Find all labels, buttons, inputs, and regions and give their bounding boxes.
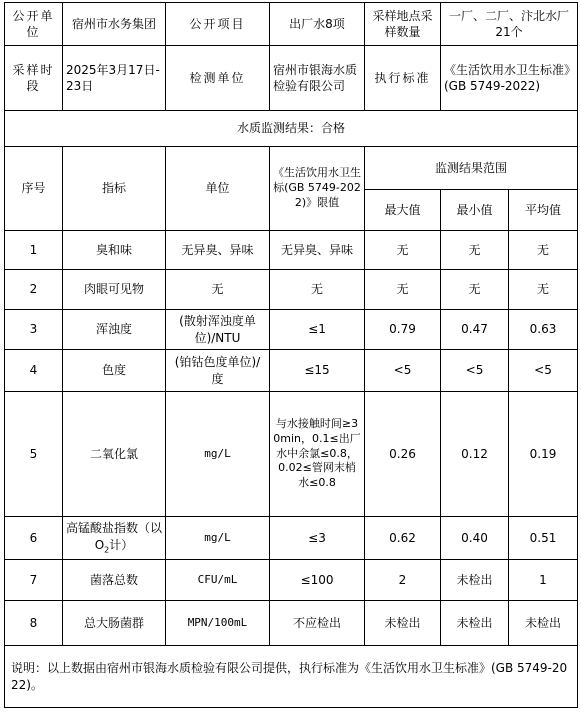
row-avg: 1 <box>509 560 578 601</box>
testing-unit-label: 检测单位 <box>166 46 270 111</box>
col-limit-header: 《生活饮用水卫生标(GB 5749-2022)》限值 <box>270 147 365 231</box>
row-unit: MPN/100mL <box>166 601 270 646</box>
col-seq-header: 序号 <box>5 147 63 231</box>
row-unit: 无异臭、异味 <box>166 231 270 270</box>
col-indicator-header: 指标 <box>63 147 166 231</box>
row-min: 0.12 <box>441 392 509 517</box>
sampling-site-label: 采样地点采样数量 <box>365 3 441 46</box>
row-seq: 8 <box>5 601 63 646</box>
public-unit-label: 公开单位 <box>5 3 63 46</box>
row-indicator: 总大肠菌群 <box>63 601 166 646</box>
standard-label: 执行标准 <box>365 46 441 111</box>
row-indicator: 二氧化氯 <box>63 392 166 517</box>
table-row <box>5 601 578 646</box>
public-project-value: 出厂水8项 <box>270 3 365 46</box>
row-seq: 1 <box>5 231 63 270</box>
sampling-time-label: 采样时段 <box>5 46 63 111</box>
row-avg: 0.63 <box>509 310 578 350</box>
table-row <box>5 517 578 560</box>
row-min: 未检出 <box>441 560 509 601</box>
table-row <box>5 392 578 517</box>
row-indicator: 菌落总数 <box>63 560 166 601</box>
row-max: 0.62 <box>365 517 441 560</box>
row-unit: (散射浑浊度单位)/NTU <box>166 310 270 350</box>
sampling-site-value: 一厂、二厂、汴北水厂 21个 <box>441 3 578 46</box>
row-unit: mg/L <box>166 392 270 517</box>
row-indicator: 臭和味 <box>63 231 166 270</box>
row-max: <5 <box>365 350 441 392</box>
row-avg: 未检出 <box>509 601 578 646</box>
testing-unit-value: 宿州市银海水质检验有限公司 <box>270 46 365 111</box>
row-seq: 4 <box>5 350 63 392</box>
note-row <box>5 646 578 708</box>
row-unit: (铂钴色度单位)/度 <box>166 350 270 392</box>
row-avg: 无 <box>509 270 578 310</box>
row-unit: 无 <box>166 270 270 310</box>
row-indicator <box>63 517 166 560</box>
col-unit-header: 单位 <box>166 147 270 231</box>
row-min: <5 <box>441 350 509 392</box>
table-row <box>5 310 578 350</box>
row-limit: 无 <box>270 270 365 310</box>
row-max: 2 <box>365 560 441 601</box>
row-limit: ≤3 <box>270 517 365 560</box>
table-row <box>5 231 578 270</box>
sampling-time-value: 2025年3月17日-23日 <box>63 46 166 111</box>
row-indicator: 肉眼可见物 <box>63 270 166 310</box>
col-max-header: 最大值 <box>365 190 441 231</box>
water-quality-report-table <box>4 2 578 708</box>
row-limit: 无异臭、异味 <box>270 231 365 270</box>
row-indicator-tail: 计） <box>109 537 134 552</box>
table-row <box>5 350 578 392</box>
header-row-1 <box>5 3 578 46</box>
row-avg: <5 <box>509 350 578 392</box>
row-limit: ≤15 <box>270 350 365 392</box>
result-title: 水质监测结果：合格 <box>5 111 578 147</box>
row-limit: ≤100 <box>270 560 365 601</box>
row-indicator-subscript: 2 <box>104 544 110 554</box>
table-row <box>5 270 578 310</box>
row-avg: 0.19 <box>509 392 578 517</box>
row-min: 无 <box>441 231 509 270</box>
result-title-row <box>5 111 578 147</box>
col-min-header: 最小值 <box>441 190 509 231</box>
row-indicator: 色度 <box>63 350 166 392</box>
row-unit: mg/L <box>166 517 270 560</box>
row-unit: CFU/mL <box>166 560 270 601</box>
row-limit: ≤1 <box>270 310 365 350</box>
column-header-row-1 <box>5 147 578 190</box>
public-unit-value: 宿州市水务集团 <box>63 3 166 46</box>
row-max: 未检出 <box>365 601 441 646</box>
row-limit: 不应检出 <box>270 601 365 646</box>
header-row-2 <box>5 46 578 111</box>
table-row <box>5 560 578 601</box>
row-min: 无 <box>441 270 509 310</box>
col-avg-header: 平均值 <box>509 190 578 231</box>
row-max: 0.26 <box>365 392 441 517</box>
col-range-header: 监测结果范围 <box>365 147 578 190</box>
public-project-label: 公开项目 <box>166 3 270 46</box>
row-seq: 7 <box>5 560 63 601</box>
row-indicator-text: 高锰酸盐指数（以O <box>66 521 163 552</box>
row-seq: 6 <box>5 517 63 560</box>
footnote: 说明：以上数据由宿州市银海水质检验有限公司提供，执行标准为《生活饮用水卫生标准》(GB 5749-2022)。 <box>5 646 578 708</box>
row-seq: 5 <box>5 392 63 517</box>
row-limit: 与水接触时间≥30min，0.1≤出厂水中余氯≤0.8，0.02≤管网末梢水≤0.8 <box>270 392 365 517</box>
row-indicator: 浑浊度 <box>63 310 166 350</box>
standard-value: 《生活饮用水卫生标准》(GB 5749-2022) <box>441 46 578 111</box>
row-min: 未检出 <box>441 601 509 646</box>
row-seq: 3 <box>5 310 63 350</box>
row-max: 无 <box>365 231 441 270</box>
row-avg: 无 <box>509 231 578 270</box>
row-avg: 0.51 <box>509 517 578 560</box>
row-max: 无 <box>365 270 441 310</box>
row-min: 0.47 <box>441 310 509 350</box>
row-seq: 2 <box>5 270 63 310</box>
row-min: 0.40 <box>441 517 509 560</box>
row-max: 0.79 <box>365 310 441 350</box>
